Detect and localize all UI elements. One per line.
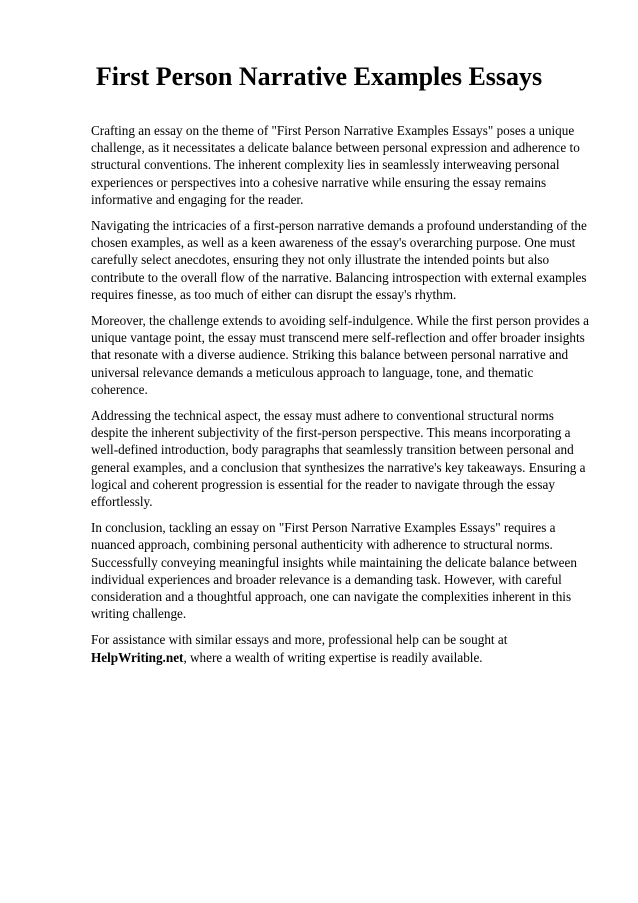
closing-paragraph — [91, 631, 591, 665]
document-title: First Person Narrative Examples Essays — [95, 62, 543, 91]
document-body — [91, 122, 591, 675]
closing-lead-text: For assistance with similar essays and more, professional help can be sought at — [91, 632, 508, 648]
paragraph-4: Addressing the technical aspect, the essay must adhere to conventional structural norms despite the inherent subjectivity of the first-person perspective. This means incorporating a well-defined introduction, body paragraphs that seamlessly transition between personal and general examples, and a conclusion that synthesizes the narrative's key takeaways. Ensuring a logical and coherent progression is essential for the reader to navigate through the essay effortlessly. — [91, 408, 586, 510]
paragraph-5: In conclusion, tackling an essay on "First Person Narrative Examples Essays" requires a nuanced approach, combining personal authenticity with adherence to structural norms. Successfully conveying meaningful insights while maintaining the delicate balance between individual experiences and broader relevance is a demanding task. However, with careful consideration and a thoughtful approach, one can navigate the complexities inherent in this writing challenge. — [91, 520, 577, 622]
helpwriting-brand-text: HelpWriting.net — [91, 649, 184, 665]
closing-tail-text: , where a wealth of writing expertise is readily available. — [183, 649, 483, 665]
paragraph-3: Moreover, the challenge extends to avoiding self-indulgence. While the first person provides a unique vantage point, the essay must transcend mere self-reflection and offer broader insights that resonate with a diverse audience. Striking this balance between personal narrative and universal relevance demands a meticulous approach to language, tone, and thematic coherence. — [91, 313, 590, 397]
paragraph-2: Navigating the intricacies of a first-person narrative demands a profound understanding of the chosen examples, as well as a keen awareness of the essay's overarching purpose. One must carefully select anecdotes, ensuring they not only illustrate the intended points but also contribute to the overall flow of the narrative. Balancing introspection with external examples requires finesse, as too much of either can disrupt the essay's rhythm. — [91, 218, 587, 302]
paragraph-1: Crafting an essay on the theme of "First Person Narrative Examples Essays" poses a unique challenge, as it necessitates a delicate balance between personal expression and adherence to structural conventions. The inherent complexity lies in seamlessly interweaving personal experiences or perspectives into a cohesive narrative while ensuring the essay remains informative and engaging for the reader. — [91, 123, 580, 207]
